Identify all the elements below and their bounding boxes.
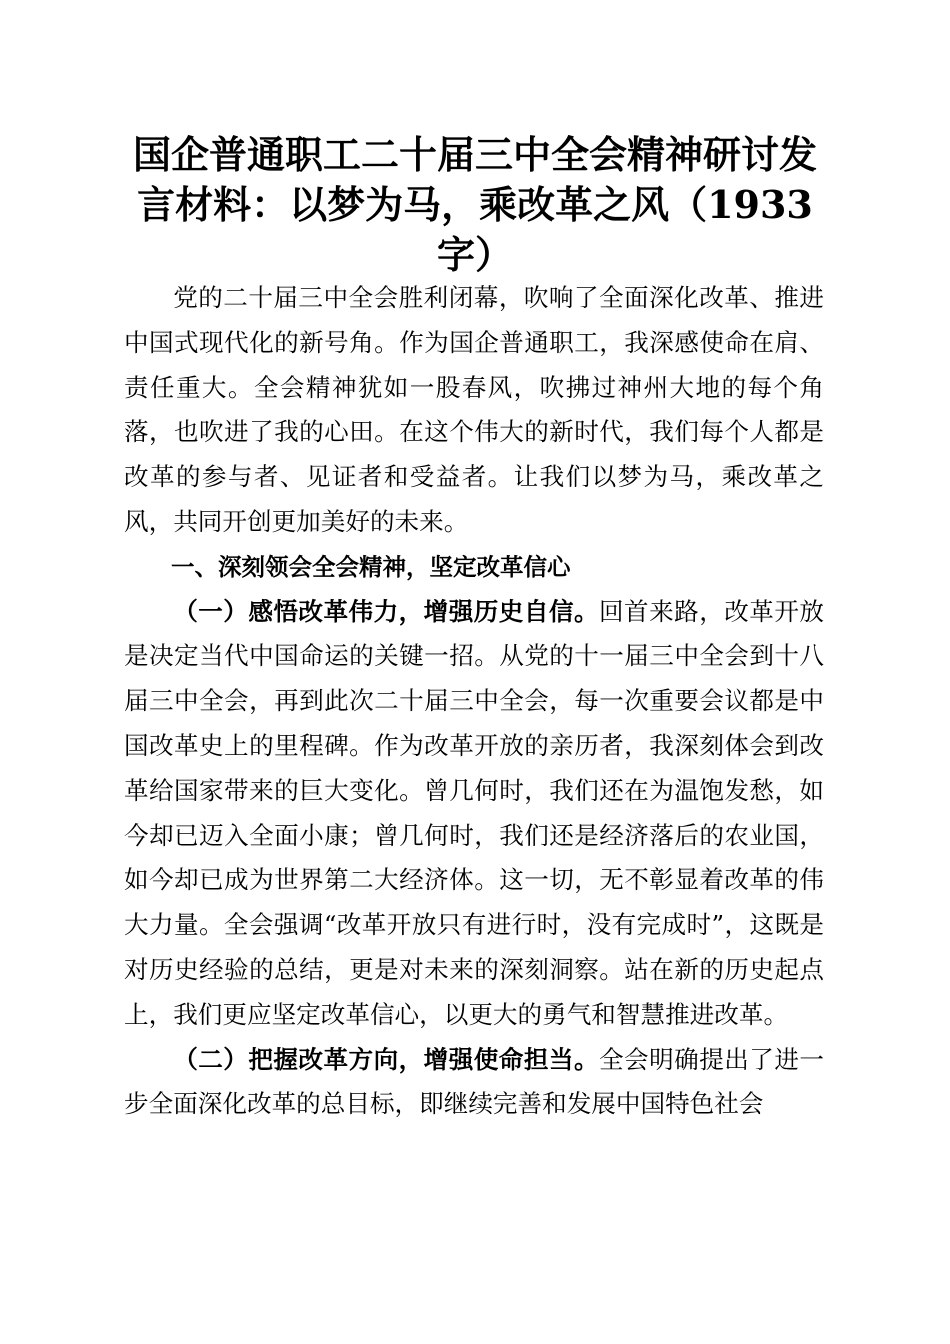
subsection-paragraph-1 bbox=[124, 590, 824, 1038]
subsection-paragraph-2 bbox=[124, 1038, 824, 1128]
intro-paragraph: 党的二十届三中全会胜利闭幕，吹响了全面深化改革、推进中国式现代化的新号角。作为国企普通职工，我深感使命在肩、责任重大。全会精神犹如一股春风，吹拂过神州大地的每个角落，也吹进了我的心田。在这个伟大的新时代，我们每个人都是改革的参与者、见证者和受益者。让我们以梦为马，乘改革之风，共同开创更加美好的未来。 bbox=[124, 283, 824, 536]
subsection-lead-1: （一）感悟改革伟力，增强历史自信。 bbox=[173, 596, 599, 626]
document-body bbox=[124, 276, 824, 1127]
document-title: 国企普通职工二十届三中全会精神研讨发言材料：以梦为马，乘改革之风（1933字） bbox=[132, 132, 817, 277]
subsection-text-2: 全会明确提出了进一步全面深化改革的总目标，即继续完善和发展中国特色社会 bbox=[124, 1044, 824, 1119]
section-heading-1: 一、深刻领会全会精神，坚定改革信心 bbox=[171, 552, 571, 581]
subsection-lead-2: （二）把握改革方向，增强使命担当。 bbox=[173, 1044, 599, 1074]
subsection-text-1: 回首来路，改革开放是决定当代中国命运的关键一招。从党的十一届三中全会到十八届三中全会，再到此次二十届三中全会，每一次重要会议都是中国改革史上的里程碑。作为改革开放的亲历者，我深刻体会到改革给国家带来的巨大变化。曾几何时，我们还在为温饱发愁，如今却已迈入全面小康；曾几何时，我们还是经济落后的农业国，如今却已成为世界第二大经济体。这一切，无不彰显着改革的伟大力量。全会强调“改革开放只有进行时，没有完成时”，这既是对历史经验的总结，更是对未来的深刻洞察。站在新的历史起点上，我们更应坚定改革信心，以更大的勇气和智慧推进改革。 bbox=[124, 596, 824, 1029]
